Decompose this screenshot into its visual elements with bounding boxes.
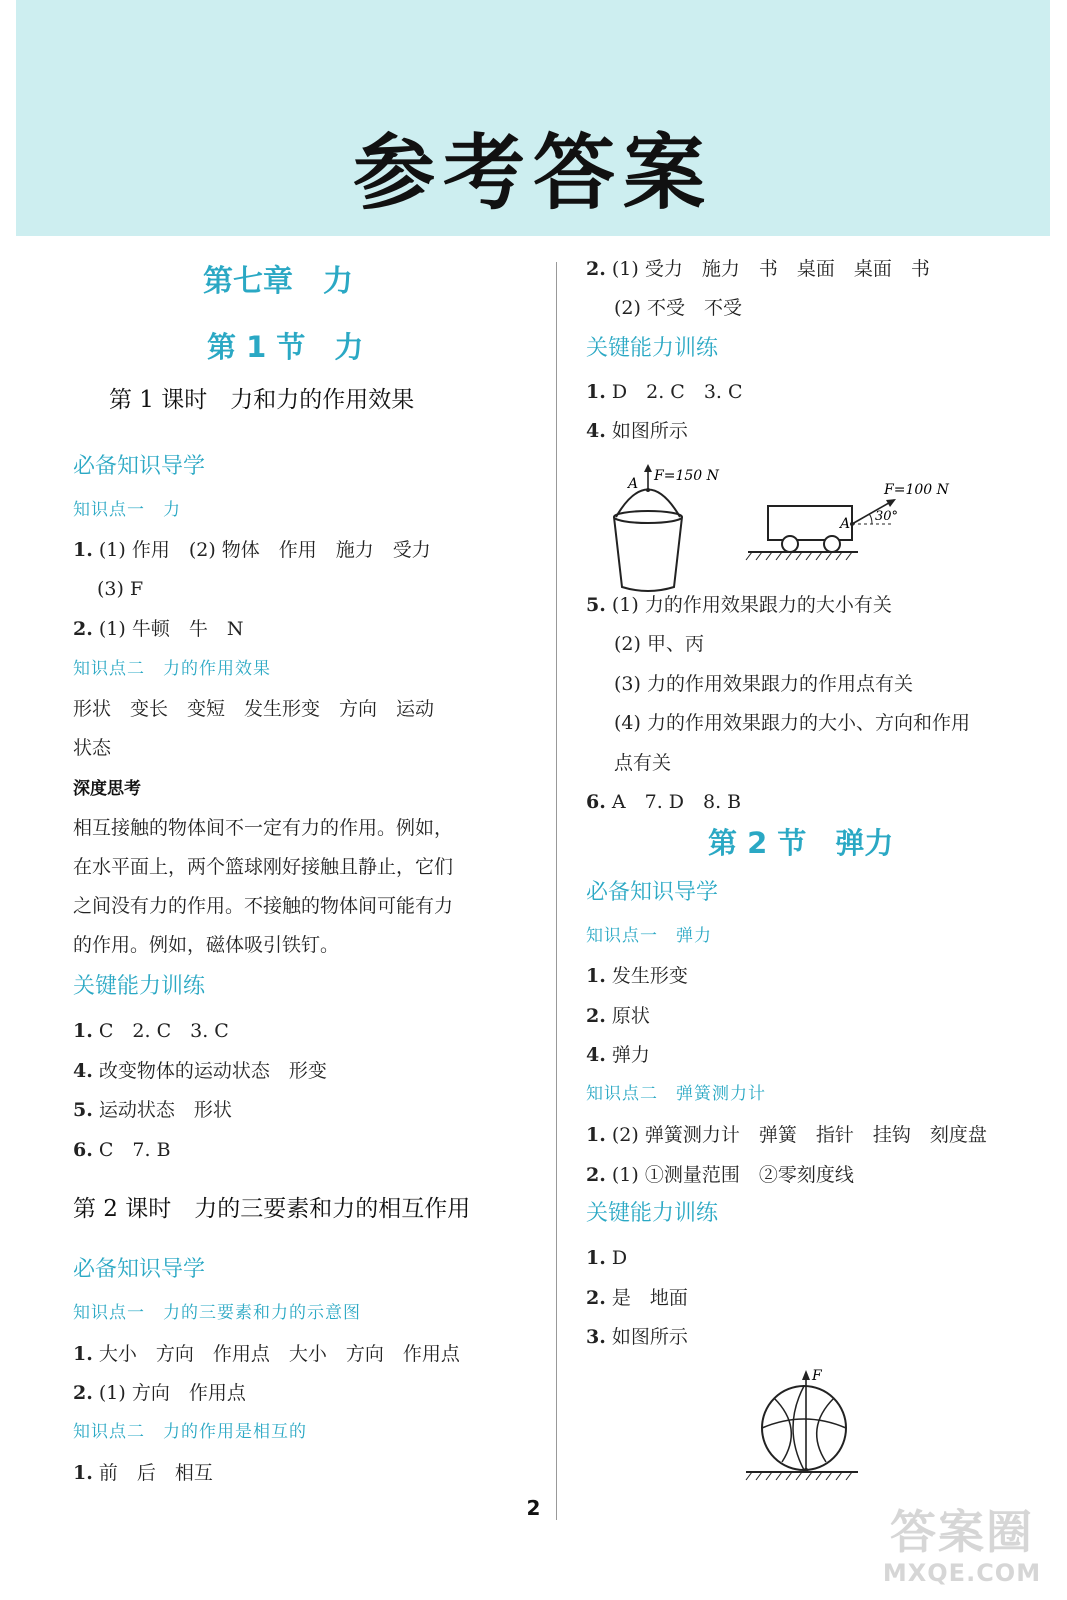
left-section-1 bbox=[207, 330, 364, 364]
question-number: 1. bbox=[73, 1343, 93, 1365]
basketball-seam-1 bbox=[793, 1386, 804, 1470]
question-number: 2. bbox=[586, 1005, 606, 1027]
right-head-12 bbox=[586, 881, 718, 905]
question-number: 2. bbox=[73, 618, 93, 640]
line-text: 如图所示 bbox=[611, 420, 688, 442]
basketball-seam-4 bbox=[817, 1398, 834, 1462]
right-ans-16 bbox=[586, 1043, 650, 1067]
line-text: 知识点一 力 bbox=[73, 500, 181, 520]
line-text: 形状 变长 变短 发生形变 方向 运动 bbox=[73, 698, 435, 720]
ball-ground-hatch bbox=[746, 1472, 852, 1480]
page-number: 2 bbox=[526, 1496, 541, 1520]
line-text: 关键能力训练 bbox=[73, 974, 206, 999]
left-ans-15 bbox=[73, 933, 339, 957]
question-number: 2. bbox=[586, 1164, 606, 1186]
bucket-point-label: A bbox=[628, 476, 639, 492]
line-text: 状态 bbox=[73, 737, 112, 759]
right-head-20 bbox=[586, 1202, 718, 1226]
left-ans-27 bbox=[73, 1461, 213, 1485]
line-text: 运动状态 形状 bbox=[98, 1099, 232, 1121]
right-section-11 bbox=[708, 826, 894, 860]
question-number: 1. bbox=[73, 1020, 93, 1042]
line-text: 必备知识导学 bbox=[73, 1257, 206, 1282]
question-number: 4. bbox=[586, 1044, 606, 1066]
bucket-rim bbox=[614, 511, 682, 523]
line-text: (1) 作用 (2) 物体 作用 施力 受力 bbox=[98, 539, 431, 561]
question-number: 2. bbox=[73, 1382, 93, 1404]
line-text: (1) 牛顿 牛 N bbox=[98, 618, 244, 640]
line-text: 第 2 课时 力的三要素和力的相互作用 bbox=[73, 1196, 471, 1222]
right-ans-21 bbox=[586, 1246, 627, 1270]
left-sub-8 bbox=[73, 657, 271, 681]
line-text: 第 2 节 弹力 bbox=[708, 826, 894, 860]
line-text: 第 1 节 力 bbox=[207, 330, 364, 364]
question-number: 3. bbox=[586, 1326, 606, 1348]
right-ans-8 bbox=[614, 711, 970, 735]
left-ans-7 bbox=[73, 617, 243, 641]
line-text: 关键能力训练 bbox=[586, 1201, 719, 1226]
right-head-2 bbox=[586, 337, 718, 361]
bucket-force-label: F=150 N bbox=[654, 468, 719, 484]
line-text: (3) 力的作用效果跟力的作用点有关 bbox=[614, 673, 913, 695]
left-ans-20 bbox=[73, 1138, 171, 1162]
line-text: 必备知识导学 bbox=[73, 454, 206, 479]
line-text: 改变物体的运动状态 形变 bbox=[98, 1060, 327, 1082]
line-text: 在水平面上，两个篮球刚好接触且静止，它们 bbox=[73, 856, 454, 878]
question-number: 5. bbox=[73, 1099, 93, 1121]
line-text: 前 后 相互 bbox=[98, 1462, 213, 1484]
right-ans-23 bbox=[586, 1325, 688, 1349]
right-sub-17 bbox=[586, 1082, 766, 1106]
line-text: 的作用。例如，磁体吸引铁钉。 bbox=[73, 934, 340, 956]
cart-angle-arc bbox=[869, 514, 872, 524]
left-ans-24 bbox=[73, 1342, 460, 1366]
watermark-text: 答案圈 bbox=[890, 1505, 1034, 1559]
ground-hatch bbox=[746, 552, 852, 560]
right-ans-14 bbox=[586, 964, 688, 988]
question-number: 4. bbox=[73, 1060, 93, 1082]
left-head-16 bbox=[73, 975, 205, 999]
right-sub-13 bbox=[586, 924, 712, 948]
bucket-body bbox=[614, 517, 682, 591]
question-number: 1. bbox=[73, 1462, 93, 1484]
left-sub-23 bbox=[73, 1301, 361, 1325]
left-lesson-21 bbox=[73, 1197, 470, 1221]
ball-force-label: F bbox=[812, 1368, 822, 1384]
bucket-point-dot bbox=[646, 488, 650, 492]
line-text: 知识点二 力的作用是相互的 bbox=[73, 1422, 307, 1442]
left-head-3 bbox=[73, 455, 205, 479]
right-ans-3 bbox=[586, 380, 743, 404]
left-ans-12 bbox=[73, 816, 453, 840]
line-text: 第 1 课时 力和力的作用效果 bbox=[109, 387, 415, 413]
question-number: 5. bbox=[586, 594, 606, 616]
right-ans-15 bbox=[586, 1004, 650, 1028]
line-text: 第七章 力 bbox=[203, 264, 353, 299]
left-ans-17 bbox=[73, 1019, 229, 1043]
basketball-seam-3 bbox=[774, 1398, 791, 1462]
cart-wheel-left bbox=[782, 536, 798, 552]
question-number: 1. bbox=[586, 381, 606, 403]
question-number: 4. bbox=[586, 420, 606, 442]
line-text: 如图所示 bbox=[611, 1326, 688, 1348]
line-text: (4) 力的作用效果跟力的大小、方向和作用 bbox=[614, 712, 970, 734]
line-text: C 7. B bbox=[98, 1139, 171, 1161]
left-chapter-0 bbox=[203, 264, 353, 299]
cart-point-dot bbox=[850, 522, 854, 526]
ball-arrowhead bbox=[802, 1370, 810, 1380]
right-ans-10 bbox=[586, 790, 741, 814]
line-text: (3) F bbox=[97, 578, 144, 600]
page-title: 参考答案 bbox=[352, 126, 713, 221]
line-text: 知识点二 弹簧测力计 bbox=[586, 1084, 766, 1104]
left-think-11 bbox=[73, 777, 141, 801]
line-text: 深度思考 bbox=[73, 779, 141, 799]
bucket-arrowhead bbox=[644, 464, 652, 472]
left-ans-25 bbox=[73, 1381, 246, 1405]
left-ans-14 bbox=[73, 894, 453, 918]
line-text: 关键能力训练 bbox=[586, 336, 719, 361]
line-text: D 2. C 3. C bbox=[611, 381, 743, 403]
question-number: 1. bbox=[586, 1247, 606, 1269]
line-text: C 2. C 3. C bbox=[98, 1020, 229, 1042]
line-text: 点有关 bbox=[614, 752, 672, 774]
right-ans-19 bbox=[586, 1163, 854, 1187]
left-ans-5 bbox=[73, 538, 431, 562]
line-text: 原状 bbox=[611, 1005, 650, 1027]
question-number: 2. bbox=[586, 1287, 606, 1309]
question-number: 2. bbox=[586, 258, 606, 280]
question-number: 1. bbox=[586, 1124, 606, 1146]
left-lesson-2 bbox=[109, 388, 414, 412]
line-text: 必备知识导学 bbox=[586, 880, 719, 905]
right-ans-0 bbox=[586, 257, 930, 281]
line-text: A 7. D 8. B bbox=[611, 791, 742, 813]
column-divider bbox=[556, 262, 557, 1520]
left-ans-10 bbox=[73, 736, 111, 760]
question-number: 6. bbox=[586, 791, 606, 813]
left-head-22 bbox=[73, 1258, 205, 1282]
line-text: (2) 甲、丙 bbox=[614, 633, 704, 655]
bucket-force-diagram bbox=[608, 462, 728, 602]
left-sub-26 bbox=[73, 1420, 307, 1444]
line-text: 相互接触的物体间不一定有力的作用。例如， bbox=[73, 817, 454, 839]
right-ans-1 bbox=[614, 296, 742, 320]
basketball-seam-2 bbox=[762, 1419, 846, 1428]
cart-wheel-right bbox=[824, 536, 840, 552]
cart-force-diagram bbox=[744, 474, 954, 564]
line-text: (1) 方向 作用点 bbox=[98, 1382, 246, 1404]
left-sub-4 bbox=[73, 498, 181, 522]
line-text: (1) 力的作用效果跟力的大小有关 bbox=[611, 594, 892, 616]
question-number: 1. bbox=[586, 965, 606, 987]
question-number: 1. bbox=[73, 539, 93, 561]
left-ans-6 bbox=[97, 577, 143, 601]
line-text: 大小 方向 作用点 大小 方向 作用点 bbox=[98, 1343, 460, 1365]
right-ans-22 bbox=[586, 1286, 688, 1310]
cart-point-label: A bbox=[840, 516, 851, 532]
basketball-force-diagram bbox=[742, 1366, 862, 1486]
cart-angle-label: 30° bbox=[875, 509, 899, 524]
left-ans-19 bbox=[73, 1098, 232, 1122]
line-text: D bbox=[611, 1247, 628, 1269]
left-ans-18 bbox=[73, 1059, 327, 1083]
line-text: 知识点一 力的三要素和力的示意图 bbox=[73, 1303, 361, 1323]
question-number: 6. bbox=[73, 1139, 93, 1161]
line-text: 弹力 bbox=[611, 1044, 650, 1066]
line-text: 发生形变 bbox=[611, 965, 688, 987]
line-text: 知识点二 力的作用效果 bbox=[73, 659, 271, 679]
left-ans-9 bbox=[73, 697, 434, 721]
line-text: (1) 受力 施力 书 桌面 桌面 书 bbox=[611, 258, 930, 280]
right-ans-9 bbox=[614, 751, 671, 775]
right-ans-18 bbox=[586, 1123, 987, 1147]
line-text: (1) ①测量范围 ②零刻度线 bbox=[611, 1164, 854, 1186]
watermark-logo bbox=[872, 1505, 1052, 1595]
right-ans-6 bbox=[614, 632, 704, 656]
line-text: 之间没有力的作用。不接触的物体间可能有力 bbox=[73, 895, 454, 917]
right-ans-4 bbox=[586, 419, 688, 443]
left-ans-13 bbox=[73, 855, 453, 879]
line-text: 是 地面 bbox=[611, 1287, 688, 1309]
line-text: 知识点一 弹力 bbox=[586, 926, 712, 946]
title-banner bbox=[16, 0, 1050, 236]
watermark-url: MXQE.COM bbox=[882, 1559, 1042, 1587]
line-text: (2) 弹簧测力计 弹簧 指针 挂钩 刻度盘 bbox=[611, 1124, 987, 1146]
cart-force-label: F=100 N bbox=[884, 482, 949, 498]
line-text: (2) 不受 不受 bbox=[614, 297, 742, 319]
right-ans-7 bbox=[614, 672, 913, 696]
